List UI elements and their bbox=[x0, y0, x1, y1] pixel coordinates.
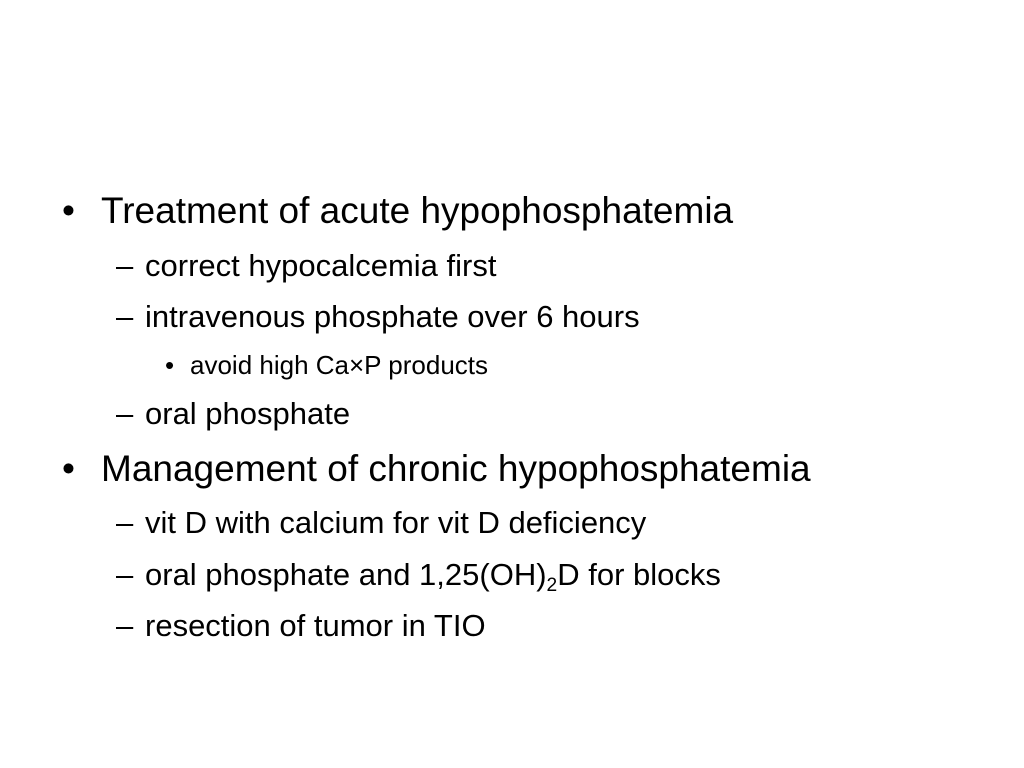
bullet-marker: • bbox=[62, 448, 75, 489]
subitem-correct-hypocalcemia: correct hypocalcemia first bbox=[145, 248, 497, 283]
subitem-intravenous-phosphate: intravenous phosphate over 6 hours bbox=[145, 299, 640, 334]
text-segment: D for blocks bbox=[557, 557, 721, 592]
sub-bullet-marker: • bbox=[165, 350, 175, 380]
subitem-oral-phosphate: oral phosphate bbox=[145, 396, 351, 431]
subscript-2: 2 bbox=[546, 575, 558, 597]
bullet-marker: • bbox=[62, 190, 75, 231]
dash-marker: – bbox=[116, 505, 134, 540]
subitem-oral-phosphate-calcitriol bbox=[145, 557, 721, 597]
bullet-treatment-heading: Treatment of acute hypophosphatemia bbox=[101, 190, 734, 231]
dash-marker: – bbox=[116, 557, 134, 592]
subitem-resection-tumor: resection of tumor in TIO bbox=[145, 608, 486, 643]
dash-marker: – bbox=[116, 248, 134, 283]
text-segment: oral phosphate and 1,25(OH) bbox=[145, 557, 547, 592]
dash-marker: – bbox=[116, 299, 134, 334]
bullet-management-heading: Management of chronic hypophosphatemia bbox=[101, 448, 811, 489]
subitem-avoid-high-products: avoid high Ca×P products bbox=[190, 350, 488, 380]
dash-marker: – bbox=[116, 396, 134, 431]
dash-marker: – bbox=[116, 608, 134, 643]
subitem-vit-d-calcium: vit D with calcium for vit D deficiency bbox=[145, 505, 647, 540]
